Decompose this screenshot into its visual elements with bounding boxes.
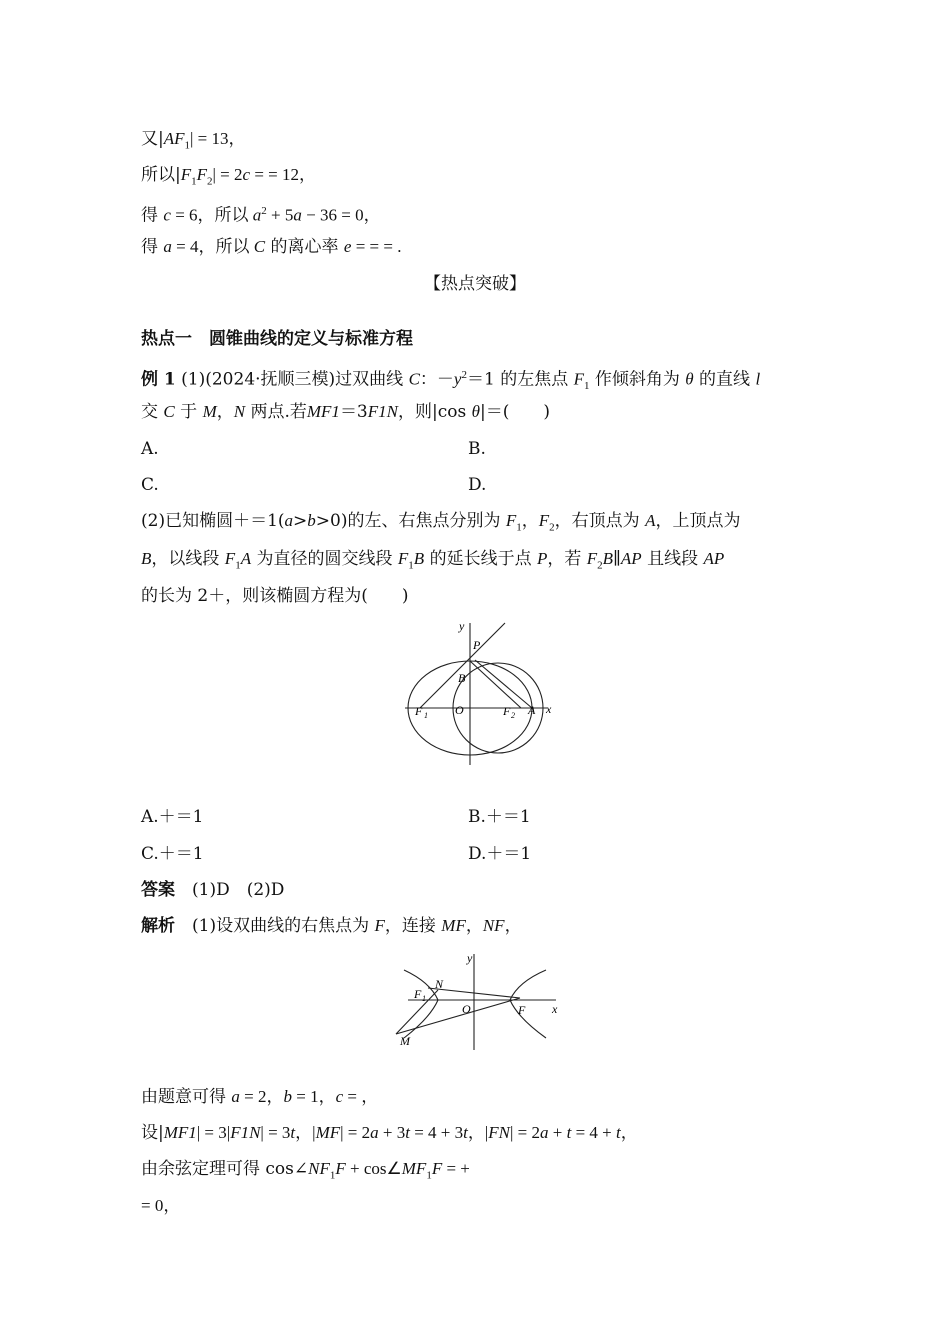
option-1d: D.	[468, 475, 487, 495]
label-p: P	[473, 638, 481, 652]
label-f: F	[518, 1003, 526, 1017]
hot-point-title: 热点一 圆锥曲线的定义与标准方程	[141, 329, 413, 349]
derivation-line-4: 得 a = 4，所以 C 的离心率 e = = = .	[141, 237, 402, 257]
option-1b: B.	[468, 439, 486, 459]
label-y: y	[467, 951, 473, 965]
solution-line-4: = 0，	[141, 1196, 181, 1215]
segment-bf2	[470, 661, 521, 708]
option-2a: A.＋＝1	[141, 807, 204, 827]
example1-part2-line-3: 的长为 2＋，则该椭圆方程为( )	[141, 586, 409, 606]
hyperbola-right-branch	[510, 970, 546, 1038]
label-o: O	[455, 703, 464, 717]
label-x: x	[546, 702, 552, 716]
derivation-line-1: 又$|AF_1| = 13$，	[141, 129, 246, 152]
label-f1: F	[415, 704, 423, 718]
label-f1-sub: 1	[424, 711, 428, 720]
example1-part2-line-1: (2)已知椭圆＋＝1(a>b>0)的左、右焦点分别为 $F_1$，$F_2$，右顶点为 A，上顶点为	[141, 511, 741, 534]
example1-part2-line-2: B，以线段 $F_1A$ 为直径的圆交线段 $F_1B$ 的延长线于点 P，若 $F_2B\parallel AP$ 且线段 AP	[141, 549, 725, 572]
hyperbola-left-branch	[404, 970, 438, 1038]
label-m: M	[400, 1034, 410, 1048]
example1-line-1: 例 1 (1)(2024·抚顺三模)过双曲线 C：$-y^2=1$ 的左焦点 $F_1$ 作倾斜角为 θ 的直线 l	[141, 369, 761, 393]
derivation-line-2: 所以$|F_1F_2| = 2c$ = = 12，	[141, 165, 316, 188]
label-f1: F	[414, 987, 422, 1001]
label-b: B	[458, 671, 466, 685]
hyperbola-figure	[388, 948, 568, 1052]
line-f1b-extended	[420, 623, 505, 708]
option-2c: C.＋＝1	[141, 844, 204, 864]
label-n: N	[435, 977, 444, 991]
label-f2-sub: 2	[511, 711, 515, 720]
example1-line-2: 交 C 于 M，N 两点.若MF1＝3F1N，则|cos θ|＝( )	[141, 402, 550, 422]
section-heading: 【热点突破】	[424, 274, 526, 294]
option-2b: B.＋＝1	[468, 807, 531, 827]
label-f1-sub: 1	[422, 994, 426, 1003]
solution-line-3: 由余弦定理可得 $\cos\angle NF_1F$ + $\cos\angle MF_1F$ = +	[141, 1159, 470, 1182]
solution-line-2: 设|MF1| = 3|F1N| = 3t，|MF| = 2a + 3t = 4 + 3t，|FN| = 2a + t = 4 + t，	[141, 1123, 638, 1143]
option-1c: C.	[141, 475, 159, 495]
label-o: O	[462, 1002, 471, 1016]
analysis-line: 解析 (1)设双曲线的右焦点为 F，连接 MF，NF，	[141, 916, 522, 936]
label-y: y	[459, 619, 465, 633]
label-x: x	[552, 1002, 558, 1016]
segment-mf	[396, 998, 520, 1034]
answer-line: 答案 (1)D (2)D	[141, 880, 285, 900]
option-2d: D.＋＝1	[468, 844, 532, 864]
label-a: A	[528, 703, 536, 717]
derivation-line-3: 得 c = 6，所以 $a^2 + 5a - 36 = 0$，	[141, 205, 381, 226]
solution-line-1: 由题意可得 a = 2，b = 1，c = ，	[141, 1087, 379, 1107]
label-f2: F	[503, 704, 511, 718]
ellipse-figure	[400, 615, 565, 770]
option-1a: A.	[141, 439, 159, 459]
